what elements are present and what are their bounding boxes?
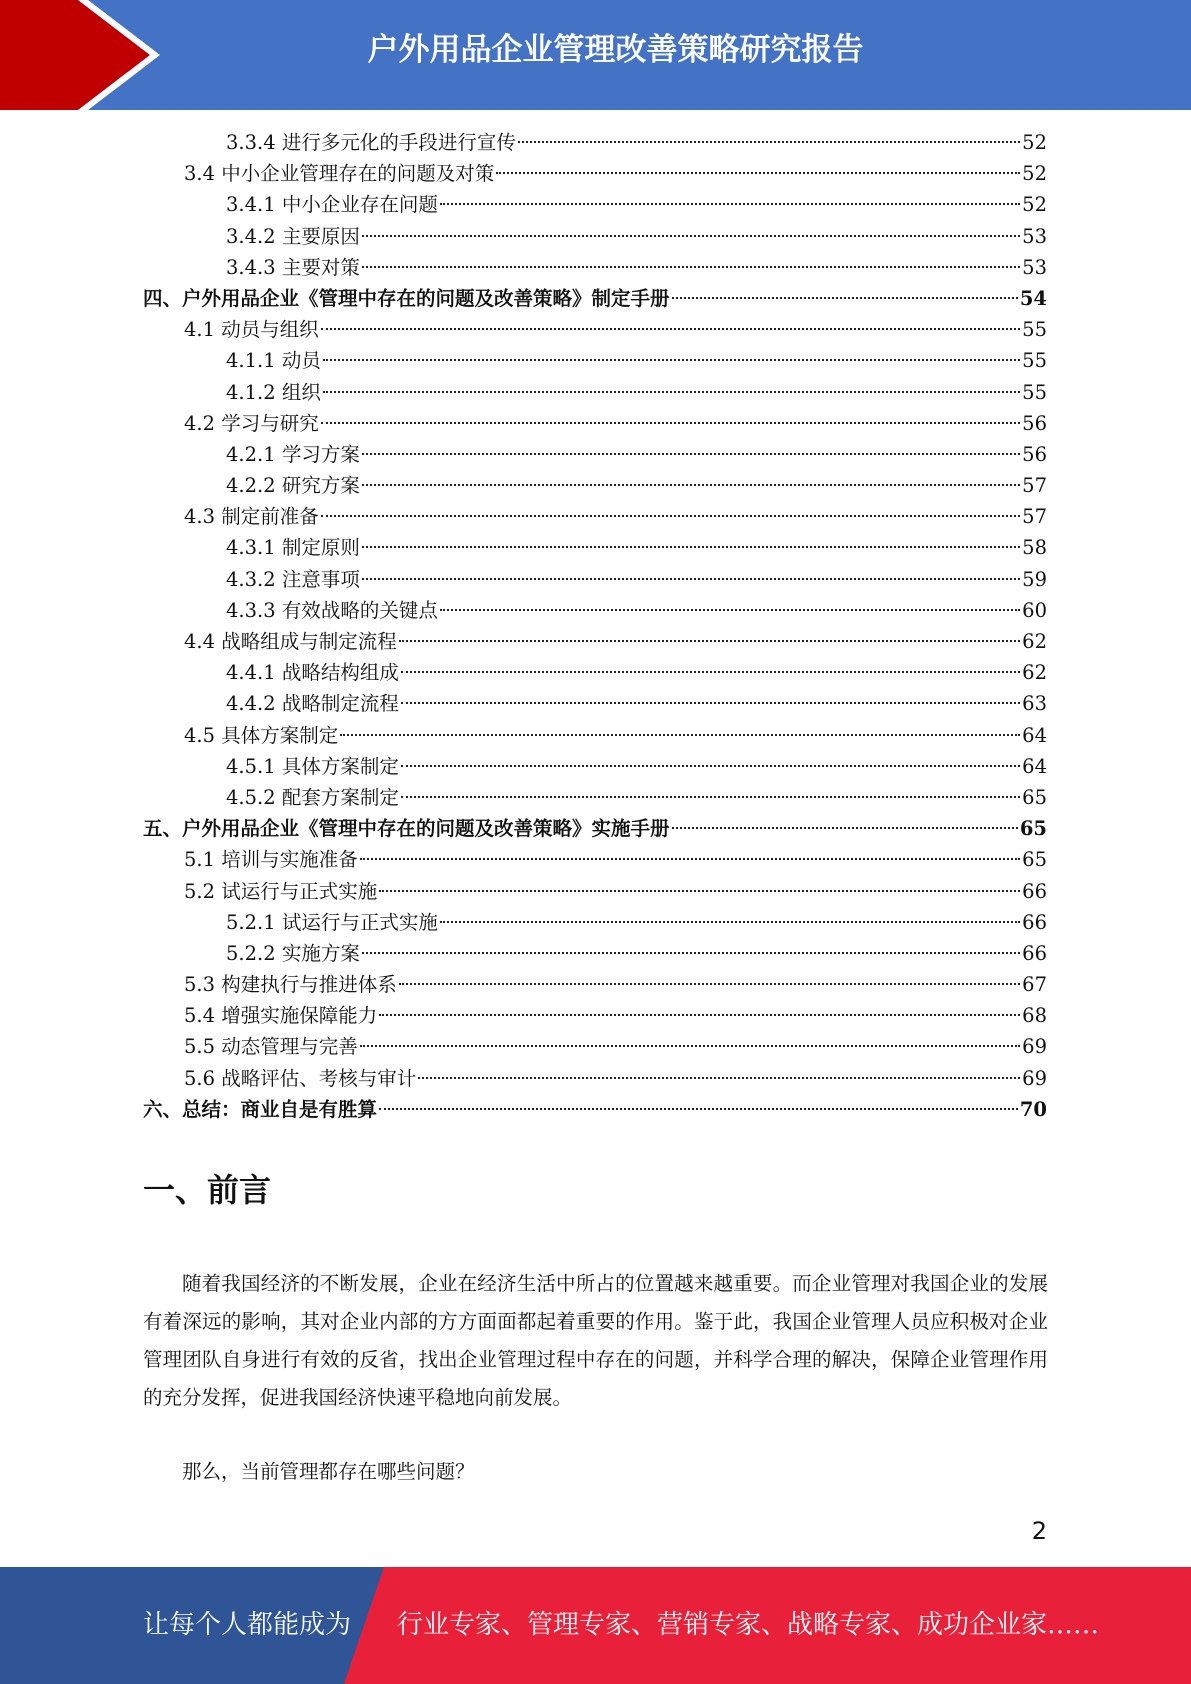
toc-dot-leader xyxy=(440,203,1020,205)
toc-entry[interactable] xyxy=(143,127,1047,158)
toc-entry-page: 59 xyxy=(1022,567,1047,591)
toc-entry-page: 60 xyxy=(1022,598,1047,622)
toc-entry-label: 4.2.1 学习方案 xyxy=(226,442,360,466)
toc-dot-leader xyxy=(672,297,1018,299)
intro-paragraph: 随着我国经济的不断发展，企业在经济生活中所占的位置越来越重要。而企业管理对我国企业的发展有着深远的影响，其对企业内部的方方面面都起着重要的作用。鉴于此，我国企业管理人员应积极对企业管理团队自身进行有效的反省，找出企业管理过程中存在的问题，并科学合理的解决，保障企业管理作用的充分发挥，促进我国经济快速平稳地向前发展。 xyxy=(143,1272,1048,1409)
toc-entry-label: 4.4 战略组成与制定流程 xyxy=(184,630,397,653)
toc-entry[interactable] xyxy=(143,782,1047,813)
toc-entry[interactable] xyxy=(143,501,1047,532)
toc-entry-page: 56 xyxy=(1022,442,1047,466)
toc-entry-page: 64 xyxy=(1022,723,1047,747)
toc-dot-leader xyxy=(399,983,1020,985)
toc-dot-leader xyxy=(440,921,1020,923)
toc-entry[interactable] xyxy=(143,345,1047,376)
toc-entry[interactable] xyxy=(143,314,1047,345)
toc-entry-page: 53 xyxy=(1022,224,1047,248)
toc-entry-label: 5.6 战略评估、考核与审计 xyxy=(184,1066,417,1090)
toc-entry[interactable] xyxy=(143,813,1047,844)
toc-entry-label: 4.2.2 研究方案 xyxy=(226,474,360,498)
toc-dot-leader xyxy=(321,515,1020,517)
toc-dot-leader xyxy=(362,546,1020,548)
toc-entry-label: 4.1 动员与组织 xyxy=(184,318,319,342)
toc-dot-leader xyxy=(672,827,1018,829)
toc-entry-page: 57 xyxy=(1022,505,1047,529)
toc-dot-leader xyxy=(401,796,1020,798)
toc-entry[interactable] xyxy=(143,221,1047,252)
toc-entry-page: 63 xyxy=(1022,692,1047,716)
toc-entry-page: 55 xyxy=(1022,318,1047,342)
toc-entry-label: 4.3.3 有效战略的关键点 xyxy=(226,598,438,622)
page-number: 2 xyxy=(1031,1517,1047,1545)
toc-entry[interactable] xyxy=(143,564,1047,595)
toc-entry-label: 5.2 试运行与正式实施 xyxy=(184,879,378,903)
intro-question: 那么，当前管理都存在哪些问题？ xyxy=(182,1460,475,1483)
toc-entry[interactable] xyxy=(143,938,1047,969)
toc-entry-label: 4.3.1 制定原则 xyxy=(226,536,360,560)
toc-entry-page: 62 xyxy=(1022,630,1047,653)
toc-entry-label: 5.1 培训与实施准备 xyxy=(184,848,358,872)
toc-dot-leader xyxy=(379,1014,1020,1016)
toc-entry[interactable] xyxy=(143,688,1047,719)
toc-entry[interactable] xyxy=(143,1094,1047,1125)
toc-dot-leader xyxy=(362,578,1020,580)
toc-entry-page: 52 xyxy=(1022,162,1047,186)
toc-entry-page: 65 xyxy=(1022,785,1047,809)
toc-entry[interactable] xyxy=(143,751,1047,782)
page-header xyxy=(0,0,1191,110)
toc-entry[interactable] xyxy=(143,377,1047,408)
toc-dot-leader xyxy=(323,359,1020,361)
toc-entry-label: 五、户外用品企业《管理中存在的问题及改善策略》实施手册 xyxy=(143,817,670,841)
toc-entry-label: 4.1.2 组织 xyxy=(226,380,321,404)
toc-entry[interactable] xyxy=(143,969,1047,1000)
toc-entry-label: 4.3.2 注意事项 xyxy=(226,567,360,591)
table-of-contents xyxy=(143,127,1047,1125)
toc-entry[interactable] xyxy=(143,907,1047,938)
toc-entry-label: 4.2 学习与研究 xyxy=(184,411,319,435)
toc-entry[interactable] xyxy=(143,595,1047,626)
toc-entry-page: 64 xyxy=(1022,754,1047,778)
toc-entry-label: 六、总结：商业自是有胜算 xyxy=(143,1097,378,1121)
footer-slogan-right: 行业专家、管理专家、营销专家、战略专家、成功企业家…… xyxy=(397,1610,1100,1640)
toc-dot-leader xyxy=(321,422,1020,424)
toc-entry-label: 5.3 构建执行与推进体系 xyxy=(184,973,397,997)
toc-entry-page: 55 xyxy=(1022,349,1047,373)
toc-dot-leader xyxy=(360,1045,1020,1047)
toc-entry[interactable] xyxy=(143,626,1047,657)
toc-entry[interactable] xyxy=(143,876,1047,907)
toc-dot-leader xyxy=(362,484,1020,486)
toc-entry[interactable] xyxy=(143,720,1047,751)
toc-entry[interactable] xyxy=(143,1031,1047,1062)
toc-entry-label: 4.5.1 具体方案制定 xyxy=(226,754,399,778)
toc-dot-leader xyxy=(440,609,1020,611)
toc-entry-page: 69 xyxy=(1022,1035,1047,1059)
toc-entry-label: 3.4.1 中小企业存在问题 xyxy=(226,193,438,217)
toc-entry-page: 56 xyxy=(1022,411,1047,435)
toc-entry[interactable] xyxy=(143,408,1047,439)
toc-entry-page: 65 xyxy=(1019,817,1047,841)
toc-dot-leader xyxy=(323,391,1020,393)
toc-dot-leader xyxy=(401,702,1020,704)
toc-dot-leader xyxy=(401,671,1020,673)
toc-entry[interactable] xyxy=(143,844,1047,875)
toc-entry-page: 66 xyxy=(1022,910,1047,934)
toc-entry-page: 70 xyxy=(1019,1097,1047,1121)
toc-entry-label: 4.5 具体方案制定 xyxy=(184,723,339,747)
toc-entry[interactable] xyxy=(143,470,1047,501)
toc-entry-page: 58 xyxy=(1022,536,1047,560)
toc-dot-leader xyxy=(418,1077,1020,1079)
toc-entry-label: 4.4.1 战略结构组成 xyxy=(226,661,399,685)
toc-dot-leader xyxy=(362,952,1020,954)
toc-entry-label: 3.3.4 进行多元化的手段进行宣传 xyxy=(226,131,516,154)
toc-entry-label: 3.4 中小企业管理存在的问题及对策 xyxy=(184,162,495,186)
toc-dot-leader xyxy=(518,141,1020,143)
toc-entry-label: 5.5 动态管理与完善 xyxy=(184,1035,358,1059)
toc-dot-leader xyxy=(362,266,1020,268)
toc-entry-page: 66 xyxy=(1022,879,1047,903)
toc-entry-label: 5.2.1 试运行与正式实施 xyxy=(226,910,438,934)
footer-slogan-left: 让每个人都能成为 xyxy=(143,1610,352,1640)
toc-entry-page: 66 xyxy=(1022,941,1047,965)
toc-entry-page: 55 xyxy=(1022,380,1047,404)
toc-entry-page: 68 xyxy=(1022,1004,1047,1028)
toc-entry-label: 3.4.3 主要对策 xyxy=(226,255,360,279)
header-title: 户外用品企业管理改善策略研究报告 xyxy=(367,32,864,68)
page-footer xyxy=(0,1567,1191,1684)
toc-entry-page: 54 xyxy=(1019,286,1047,310)
toc-entry-label: 四、户外用品企业《管理中存在的问题及改善策略》制定手册 xyxy=(143,286,670,310)
toc-entry-page: 52 xyxy=(1022,131,1047,154)
toc-entry[interactable] xyxy=(143,252,1047,283)
toc-entry[interactable] xyxy=(143,189,1047,220)
toc-dot-leader xyxy=(379,890,1020,892)
toc-dot-leader xyxy=(379,1108,1018,1110)
toc-entry-page: 65 xyxy=(1022,848,1047,872)
section-title: 一、前言 xyxy=(143,1171,272,1209)
toc-entry-page: 57 xyxy=(1022,474,1047,498)
toc-dot-leader xyxy=(321,328,1020,330)
toc-dot-leader xyxy=(496,172,1020,174)
toc-entry-page: 67 xyxy=(1022,973,1047,997)
toc-entry-label: 4.3 制定前准备 xyxy=(184,505,319,529)
toc-entry-label: 5.2.2 实施方案 xyxy=(226,941,360,965)
toc-entry[interactable] xyxy=(143,439,1047,470)
toc-entry[interactable] xyxy=(143,1063,1047,1094)
toc-entry[interactable] xyxy=(143,1000,1047,1031)
toc-dot-leader xyxy=(362,235,1020,237)
toc-dot-leader xyxy=(362,453,1020,455)
toc-entry[interactable] xyxy=(143,657,1047,688)
toc-entry-label: 5.4 增强实施保障能力 xyxy=(184,1004,378,1028)
toc-entry-page: 69 xyxy=(1022,1066,1047,1090)
toc-entry-label: 4.5.2 配套方案制定 xyxy=(226,785,399,809)
toc-entry[interactable] xyxy=(143,158,1047,189)
toc-entry-page: 62 xyxy=(1022,661,1047,685)
toc-entry[interactable] xyxy=(143,283,1047,314)
toc-entry-label: 3.4.2 主要原因 xyxy=(226,224,360,248)
toc-dot-leader xyxy=(360,858,1020,860)
toc-entry[interactable] xyxy=(143,532,1047,563)
toc-entry-label: 4.1.1 动员 xyxy=(226,349,321,373)
toc-entry-page: 52 xyxy=(1022,193,1047,217)
toc-entry-page: 53 xyxy=(1022,255,1047,279)
toc-dot-leader xyxy=(340,734,1020,736)
toc-dot-leader xyxy=(399,640,1020,642)
toc-dot-leader xyxy=(401,765,1020,767)
toc-entry-label: 4.4.2 战略制定流程 xyxy=(226,692,399,716)
